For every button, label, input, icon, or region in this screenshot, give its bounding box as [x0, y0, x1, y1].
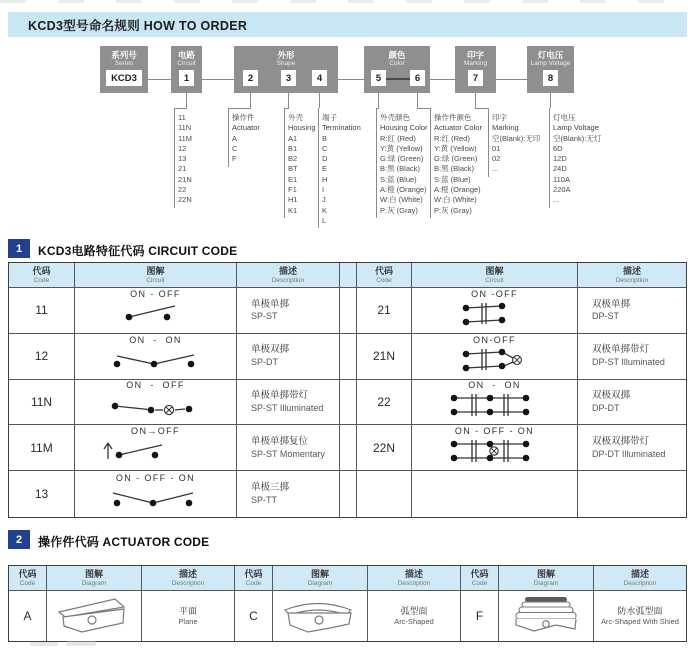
description-en: SP-ST	[251, 311, 278, 322]
description-cell	[237, 288, 340, 334]
list-item: H1	[288, 195, 298, 205]
group-label-cn: 外形	[277, 50, 295, 60]
group-label-cn: 系列号	[111, 50, 137, 60]
circuit-diagram-cell	[75, 288, 237, 334]
list-item: B1	[288, 143, 298, 153]
column-header-code	[357, 263, 412, 288]
list-title-cn: 外壳	[288, 113, 303, 122]
list-item: G:绿 (Green)	[434, 154, 478, 164]
circuit-code-cell	[9, 471, 75, 517]
circuit-diagram	[81, 437, 231, 469]
list-item: 空(Blank):无印	[492, 133, 541, 143]
position-code-box: 7	[468, 70, 483, 86]
description-cn: 单极单掷带灯	[251, 390, 309, 402]
connector-line-h	[228, 108, 251, 109]
actuator-code-table	[8, 565, 687, 642]
code-list-termination-codes	[322, 113, 361, 226]
group-label-en: Circuit	[177, 60, 196, 67]
list-item: E	[322, 164, 328, 174]
list-item: 13	[178, 154, 187, 164]
circuit-diagram	[81, 391, 231, 423]
column-header-diagram	[412, 263, 578, 288]
list-border-housing-codes	[284, 108, 285, 218]
column-header-code	[9, 263, 75, 288]
list-item: 02	[492, 154, 501, 164]
circuit-code: 11N	[30, 394, 53, 409]
circuit-code: 22N	[372, 440, 395, 455]
column-header-cn: 图解	[485, 265, 504, 276]
column-header-cn: 图解	[536, 568, 555, 579]
column-header-en: Description	[171, 579, 205, 587]
description-en: SP-ST Momentary	[251, 448, 325, 459]
description-en: SP-ST Illuminated	[251, 402, 324, 413]
rocker-arc-drawing	[278, 593, 362, 635]
list-item: W:白 (White)	[434, 195, 477, 205]
code-list-actuator-color-codes	[434, 113, 482, 216]
list-item: 110A	[553, 174, 570, 184]
column-header-cn: 描述	[630, 568, 649, 579]
list-item: 11	[178, 113, 186, 122]
group-label-en: Marking	[463, 60, 488, 67]
column-header-cn: 代码	[374, 265, 393, 276]
group-label-cn: 灯电压	[537, 50, 564, 60]
column-header-en: Code	[33, 276, 50, 284]
list-title-cn: 操作件颜色	[434, 113, 472, 122]
circuit-code: 11M	[30, 440, 53, 455]
rocker-boot-drawing	[504, 593, 588, 635]
column-header-cn: 图解	[84, 568, 103, 579]
description-cell	[578, 425, 686, 471]
column-header-diagram	[75, 263, 237, 288]
circuit-diagram	[81, 300, 231, 332]
description-cn: 双极双掷带灯	[592, 436, 650, 448]
description-cell	[578, 334, 686, 380]
group-label-cn: 颜色	[388, 50, 406, 60]
list-item: 01	[492, 143, 501, 153]
description-cn: 双极单掷	[592, 298, 631, 310]
description-cell	[578, 380, 686, 426]
description-en: DP-DT	[592, 402, 620, 413]
circuit-diagram-cell	[75, 471, 237, 517]
list-item: E1	[288, 174, 298, 184]
actuator-diagram-cell	[47, 591, 142, 641]
circuit-code: 11	[35, 303, 48, 318]
circuit-diagram-label: ON - ON	[468, 380, 521, 391]
circuit-code-cell	[357, 334, 412, 380]
list-border-actuator-codes	[228, 108, 229, 167]
circuit-diagram	[420, 300, 570, 332]
circuit-code-table	[8, 262, 687, 518]
description-en: DP-ST Illuminated	[592, 356, 665, 367]
description-cell	[594, 591, 686, 641]
circuit-code-cell	[357, 471, 412, 517]
position-code-box: 1	[179, 70, 194, 86]
circuit-code-cell	[9, 334, 75, 380]
list-item: F	[232, 154, 237, 164]
description-cn: 双极单掷带灯	[592, 344, 650, 356]
actuator-diagram-cell	[273, 591, 368, 641]
description-cn: 单极三掷	[251, 482, 290, 494]
code-list-circuit-codes	[178, 113, 192, 206]
spacer-cell	[340, 425, 357, 471]
position-code-box: 4	[312, 70, 327, 86]
column-header-en: Diagram	[307, 579, 333, 587]
list-item: 11N	[178, 123, 192, 133]
list-border-lamp-voltage-codes	[549, 108, 550, 208]
description-cell	[368, 591, 461, 641]
list-item: B	[322, 133, 328, 143]
actuator-code: A	[23, 609, 32, 623]
list-item: W:白 (White)	[380, 195, 423, 205]
list-border-housing-color-codes	[376, 108, 377, 218]
circuit-code-cell	[357, 288, 412, 334]
circuit-diagram-label: ON -OFF	[471, 288, 518, 299]
group-label-en: Lamp Voltage	[530, 60, 571, 67]
description-cn: 单极双掷	[251, 344, 290, 356]
list-item: C	[322, 143, 328, 153]
column-header-spacer	[340, 263, 357, 288]
description-cn: 平面	[178, 605, 197, 616]
list-item: K1	[288, 205, 298, 215]
column-header-cn: 代码	[470, 568, 489, 579]
description-en: SP-TT	[251, 494, 277, 505]
description-cell	[237, 380, 340, 426]
spacer-cell	[340, 380, 357, 426]
list-item: 24D	[553, 164, 567, 174]
circuit-code-cell	[357, 380, 412, 426]
code-list-actuator-codes	[232, 113, 260, 164]
list-item: 22N	[178, 195, 192, 205]
column-header-en: Description	[623, 579, 657, 587]
group-label-en: Color	[389, 60, 405, 67]
list-title-en: Housing	[288, 123, 316, 133]
description-cn: 双极双掷	[592, 390, 631, 402]
group-label-cn: 电路	[177, 50, 195, 60]
column-header-en: Diagram	[81, 579, 107, 587]
section1-number-badge	[8, 239, 30, 258]
description-cell	[578, 288, 686, 334]
list-title-cn: 操作件	[232, 113, 255, 122]
description-cn: 弧型面	[400, 605, 428, 616]
list-item: R:红 (Red)	[380, 133, 416, 143]
column-header-en: Circuit	[146, 276, 165, 284]
circuit-diagram-cell	[412, 334, 578, 380]
position-code-box: 3	[281, 70, 296, 86]
group-label-en: Series	[114, 60, 134, 67]
description-en: DP-DT Illuminated	[592, 448, 666, 459]
column-header-cn: 描述	[178, 568, 197, 579]
list-title-cn: 外壳颜色	[380, 113, 410, 122]
list-item: R:红 (Red)	[434, 133, 470, 143]
list-item: I	[322, 185, 325, 195]
column-header-en: Code	[471, 579, 488, 587]
section1-number: 1	[15, 242, 23, 255]
list-title-en: Actuator Color	[434, 123, 482, 133]
page-edge-artifact	[0, 0, 695, 3]
description-cell	[237, 425, 340, 471]
list-item: 21N	[178, 174, 192, 184]
circuit-code-cell	[9, 288, 75, 334]
circuit-code: 13	[34, 487, 49, 502]
list-item: A:橙 (Orange)	[434, 185, 481, 195]
page-cutoff-artifact	[30, 642, 58, 646]
column-header-en: Code	[19, 579, 36, 587]
color-codes-link-line	[386, 78, 410, 80]
section1-title: KCD3电路特征代码 CIRCUIT CODE	[38, 244, 238, 258]
column-header-cn: 描述	[622, 265, 641, 276]
list-item: 21	[178, 164, 187, 174]
list-item: A:橙 (Orange)	[380, 185, 427, 195]
description-cell	[237, 471, 340, 517]
position-code-box: 6	[410, 70, 425, 86]
list-item: Y:黄 (Yellow)	[434, 143, 477, 153]
description-en: Plane	[178, 617, 198, 627]
section2-title: 操作件代码 ACTUATOR CODE	[38, 535, 210, 549]
list-item: Y:黄 (Yellow)	[380, 143, 423, 153]
column-header-cn: 描述	[278, 265, 297, 276]
circuit-diagram-cell	[412, 425, 578, 471]
list-item: 220A	[553, 185, 571, 195]
list-item: 12	[178, 143, 187, 153]
column-header-cn: 代码	[244, 568, 263, 579]
list-item: P:灰 (Gray)	[434, 205, 472, 215]
circuit-diagram-cell	[412, 471, 578, 517]
sp-dt-schematic	[81, 346, 231, 373]
description-cell	[142, 591, 235, 641]
spacer-cell	[340, 471, 357, 517]
list-item: 11M	[178, 133, 193, 143]
circuit-diagram-label: ON - OFF	[130, 288, 181, 299]
column-header-en: Code	[245, 579, 262, 587]
actuator-code: C	[249, 609, 258, 623]
actuator-code-cell	[9, 591, 47, 641]
position-code-box: KCD3	[106, 70, 142, 86]
connector-line-h	[417, 108, 431, 109]
rocker-flat-drawing	[52, 593, 136, 635]
column-header-desc	[237, 263, 340, 288]
list-item: B:黑 (Black)	[434, 164, 475, 174]
list-item: B:黑 (Black)	[380, 164, 421, 174]
actuator-diagram	[278, 593, 362, 640]
circuit-diagram	[420, 391, 570, 423]
circuit-diagram-label: ON-OFF	[473, 334, 516, 345]
list-item: BT	[288, 164, 298, 174]
list-title-en: Actuator	[232, 123, 260, 133]
list-title-cn: 印字	[492, 113, 507, 122]
dp-st-schematic	[420, 300, 570, 327]
list-item: A	[232, 133, 238, 143]
list-item: S:蓝 (Blue)	[380, 174, 417, 184]
column-header-code	[9, 566, 47, 591]
column-header-cn: 描述	[404, 568, 423, 579]
list-item: 空(Blank):无灯	[553, 133, 602, 143]
actuator-code-cell	[461, 591, 499, 641]
actuator-diagram	[504, 593, 588, 640]
position-code-box: 2	[243, 70, 258, 86]
circuit-code-cell	[357, 425, 412, 471]
description-en: DP-ST	[592, 311, 619, 322]
list-border-termination-codes	[318, 108, 319, 228]
page-title: KCD3型号命名规则 HOW TO ORDER	[28, 18, 248, 33]
description-cell	[578, 471, 686, 517]
section-header-bar	[8, 12, 687, 37]
description-en: Arc-Shaped With Shied	[601, 617, 679, 627]
description-cn: 单极单掷	[251, 298, 290, 310]
circuit-diagram-cell	[75, 425, 237, 471]
circuit-diagram-label: ON - OFF	[126, 380, 185, 391]
section2-number-badge	[8, 530, 30, 549]
circuit-diagram	[81, 346, 231, 378]
circuit-code: 12	[34, 349, 49, 364]
position-code-box: 8	[543, 70, 558, 86]
list-item: H	[322, 174, 328, 184]
list-item: A1	[288, 133, 298, 143]
column-header-en: Description	[271, 276, 305, 284]
group-label-cn: 印字	[466, 50, 484, 60]
list-item: K	[322, 205, 328, 215]
column-header-en: Description	[615, 276, 649, 284]
column-header-desc	[594, 566, 686, 591]
column-header-diagram	[47, 566, 142, 591]
code-list-housing-codes	[288, 113, 316, 216]
position-code-box: 5	[371, 70, 386, 86]
sp-tt-schematic	[81, 484, 231, 511]
circuit-diagram-label: ON - OFF - ON	[115, 472, 196, 483]
list-item: ...	[492, 164, 499, 174]
spacer-cell	[340, 288, 357, 334]
list-title-en: Marking	[492, 123, 519, 133]
list-item: 12D	[553, 154, 567, 164]
description-en: Arc-Shaped	[394, 617, 434, 627]
column-header-en: Code	[376, 276, 392, 284]
description-cn: 防水弧型面	[617, 605, 663, 616]
column-header-code	[235, 566, 273, 591]
list-item: S:蓝 (Blue)	[434, 174, 471, 184]
description-cell	[237, 334, 340, 380]
spacer-cell	[340, 334, 357, 380]
dp-dt-illuminated-schematic	[420, 437, 570, 464]
circuit-diagram-cell	[75, 334, 237, 380]
column-header-cn: 代码	[18, 568, 37, 579]
list-title-cn: 灯电压	[553, 113, 576, 122]
sp-st-momentary-schematic	[81, 437, 231, 464]
sp-st-illuminated-schematic	[81, 391, 231, 418]
circuit-diagram	[81, 484, 231, 516]
connector-line-h	[174, 108, 187, 109]
circuit-diagram	[420, 346, 570, 378]
group-label-en: Shape	[276, 60, 296, 67]
circuit-code-cell	[9, 380, 75, 426]
column-header-cn: 图解	[310, 568, 329, 579]
column-header-en: Description	[397, 579, 431, 587]
circuit-diagram-label: ON - OFF - ON	[454, 426, 535, 437]
column-header-diagram	[499, 566, 594, 591]
description-en: SP-DT	[251, 356, 278, 367]
list-title-en: Lamp Voltage	[553, 123, 599, 133]
list-item: J	[322, 195, 326, 205]
section2-number: 2	[15, 533, 23, 546]
list-item: 22	[178, 185, 187, 195]
circuit-code: 21N	[372, 349, 395, 364]
list-item: P:灰 (Gray)	[380, 205, 418, 215]
circuit-diagram	[420, 437, 570, 469]
circuit-code-cell	[9, 425, 75, 471]
column-header-en: Diagram	[533, 579, 559, 587]
code-list-marking-codes	[492, 113, 540, 175]
sp-st-schematic	[81, 300, 231, 327]
list-title-cn: 端子	[322, 113, 337, 122]
circuit-diagram-cell	[412, 288, 578, 334]
list-item: D	[322, 154, 328, 164]
column-header-desc	[368, 566, 461, 591]
list-border-circuit-codes	[174, 108, 175, 208]
list-item: B2	[288, 154, 298, 164]
actuator-code: F	[475, 609, 484, 623]
page-cutoff-artifact	[66, 641, 96, 646]
circuit-diagram-cell	[412, 380, 578, 426]
circuit-code: 22	[377, 394, 391, 409]
column-header-desc	[578, 263, 686, 288]
column-header-en: Circuit	[485, 276, 504, 284]
list-item: 6D	[553, 143, 563, 153]
column-header-desc	[142, 566, 235, 591]
column-header-cn: 图解	[146, 265, 165, 276]
list-border-marking-codes	[488, 108, 489, 177]
code-list-lamp-voltage-codes	[553, 113, 601, 206]
list-item: L	[322, 215, 327, 225]
description-cn: 单极单掷复位	[251, 436, 309, 448]
connector-line-h	[475, 108, 489, 109]
actuator-diagram-cell	[499, 591, 594, 641]
list-title-en: Termination	[322, 123, 361, 133]
dp-dt-schematic	[420, 391, 570, 418]
list-item: C	[232, 143, 238, 153]
column-header-cn: 代码	[32, 265, 51, 276]
circuit-code: 21	[377, 303, 391, 318]
dp-st-illuminated-schematic	[420, 346, 570, 373]
list-item: G:绿 (Green)	[380, 154, 424, 164]
code-list-housing-color-codes	[380, 113, 428, 216]
circuit-diagram-label: ON→OFF	[131, 426, 180, 437]
list-title-en: Housing Color	[380, 123, 428, 133]
column-header-diagram	[273, 566, 368, 591]
list-item: F1	[288, 185, 297, 195]
actuator-code-cell	[235, 591, 273, 641]
circuit-diagram-label: ON - ON	[129, 334, 182, 345]
actuator-diagram	[52, 593, 136, 640]
list-border-actuator-color-codes	[430, 108, 431, 218]
column-header-code	[461, 566, 499, 591]
list-item: ...	[553, 195, 560, 205]
circuit-diagram-cell	[75, 380, 237, 426]
